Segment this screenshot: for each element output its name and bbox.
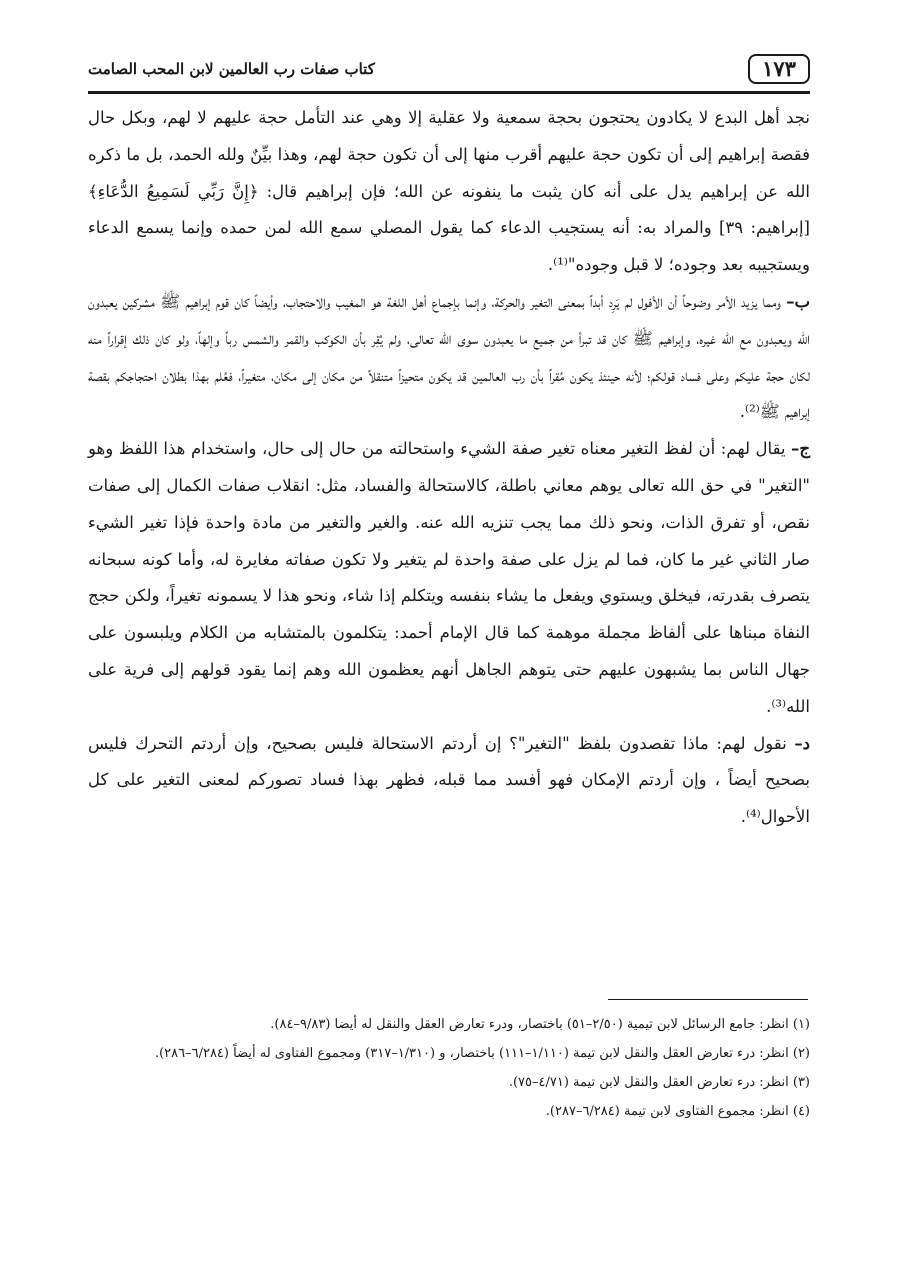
paragraph [88,284,810,431]
footnote-divider [608,999,808,1000]
paragraph-text: نقول لهم: ماذا تقصدون بلفظ "التغير"؟ إن أردتم الاستحالة فليس بصحيح، وإن أردتم التحرك فليس بصحيح أيضاً ، وإن أردتم الإمكان فهو أفسد مما قبله، فظهر بهذا فساد تصوركم لمعنى التغير على كل الأحوال⁽⁴⁾. [88,733,810,827]
footnotes [88,1010,810,1126]
section-label: د– [794,733,810,753]
paragraph-text: ومما يزيد الأمر وضوحاً أن الأفول لم يَرِد أبداً بمعنى التغير والحركة، وإنما بإجماع أهل اللغة هو المغيب والاحتجاب، وأيضاً كان قوم إبراهيم ﷺ مشركين يعبدون الله ويعبدون مع الله غيره، وإبراهيم ﷺ كان قد تبرأ من جميع ما يعبدون سوى الله تعالى، ولم يُقِر بأن الكوكب والقمر والشمس رباً وإلهاً، ولو كان ذلك إقراراً منه لكان حجة عليكم وعلى فساد قولكم؛ لأنه حينئذ يكون مُقراً بأن رب العالمين قد يكون متحيزاً متنقلاً من مكان إلى مكان، متغيراً، فعُلم بهذا بطلان احتجاجكم بقصة إبراهيم ﷺ⁽²⁾. [88,291,810,422]
section-label: ب– [786,291,810,311]
footnote: (٣) انظر: درء تعارض العقل والنقل لابن تيمة (٤/٧١–٧٥). [508,1075,810,1090]
section-label: ج– [791,439,810,459]
page-number: ١٧٣ [748,54,810,84]
main-text [88,100,810,836]
paragraph-text: نجد أهل البدع لا يكادون يحتجون بحجة سمعية ولا عقلية إلا وهي عند التأمل حجة عليهم لا لهم، وبكل حال فقصة إبراهيم إلى أن تكون حجة عليهم أقرب منها إلى أن تكون حجة لهم، وهذا بيِّنٌ ولله الحمد، بل ما ذكره الله عن إبراهيم يدل على أنه كان يثبت ما ينفونه عن الله؛ فإن إبراهيم قال: ﴿إِنَّ رَبِّي لَسَمِيعُ الدُّعَاءِ﴾ [إبراهيم: ٣٩] والمراد به: أنه يستجيب الدعاء كما يقول المصلي سمع الله لمن حمده وإنما يسمع الدعاء ويستجيبه بعد وجوده؛ لا قبل وجوده"⁽¹⁾. [88,108,810,275]
footnote: (٤) انظر: مجموع الفتاوى لابن تيمة (٦/٢٨٤–٢٨٧). [545,1104,810,1119]
paragraph [88,431,810,725]
footnote: (١) انظر: جامع الرسائل لابن تيمية (٢/٥٠–٥١) باختصار، ودرء تعارض العقل والنقل له أيضا (٩/٨٣–٨٤). [270,1017,810,1032]
paragraph [88,100,810,284]
footnote: (٢) انظر: درء تعارض العقل والنقل لابن تيمة (١/١١٠–١١١) باختصار، و (١/٣١٠–٣١٧) ومجموع الفتاوى له أيضاً (٦/٢٨٤–٢٨٦). [154,1046,810,1061]
page-header [88,50,810,94]
paragraph-text: يقال لهم: أن لفظ التغير معناه تغير صفة الشيء واستحالته من حال إلى حال، واستخدام هذا اللفظ وهو "التغير" في حق الله تعالى يوهم معاني باطلة، كالاستحالة والفساد، مثل: انقلاب صفات الكمال إلى صفات نقص، أو تفرق الذات، ونحو ذلك مما يجب تنزيه الله عنه. والغير والتغير من مادة واحدة فإذا تغير الشيء صار الثاني غير ما كان، فما لم يزل على صفة واحدة لم يتغير ولا تكون صفاته مغايرة له، وأما كونه سبحانه يتصرف بقدرته، فيخلق ويستوي ويفعل ما يشاء بنفسه ويتكلم إذا شاء، ونحو هذا لا يسمونه تغيراً، ولكن حجج النفاة مبناها على ألفاظ مجملة موهمة كما قال الإمام أحمد: يتكلمون بالمتشابه من الكلام ويلبسون على جهال الناس بما يشبهون عليهم حتى يتوهم الجاهل أنهم يعظمون الله وهم إنما يقود قولهم إلى فرية على الله⁽³⁾. [88,439,810,716]
paragraph [88,726,810,836]
book-title: كتاب صفات رب العالمين لابن المحب الصامت [88,60,375,78]
